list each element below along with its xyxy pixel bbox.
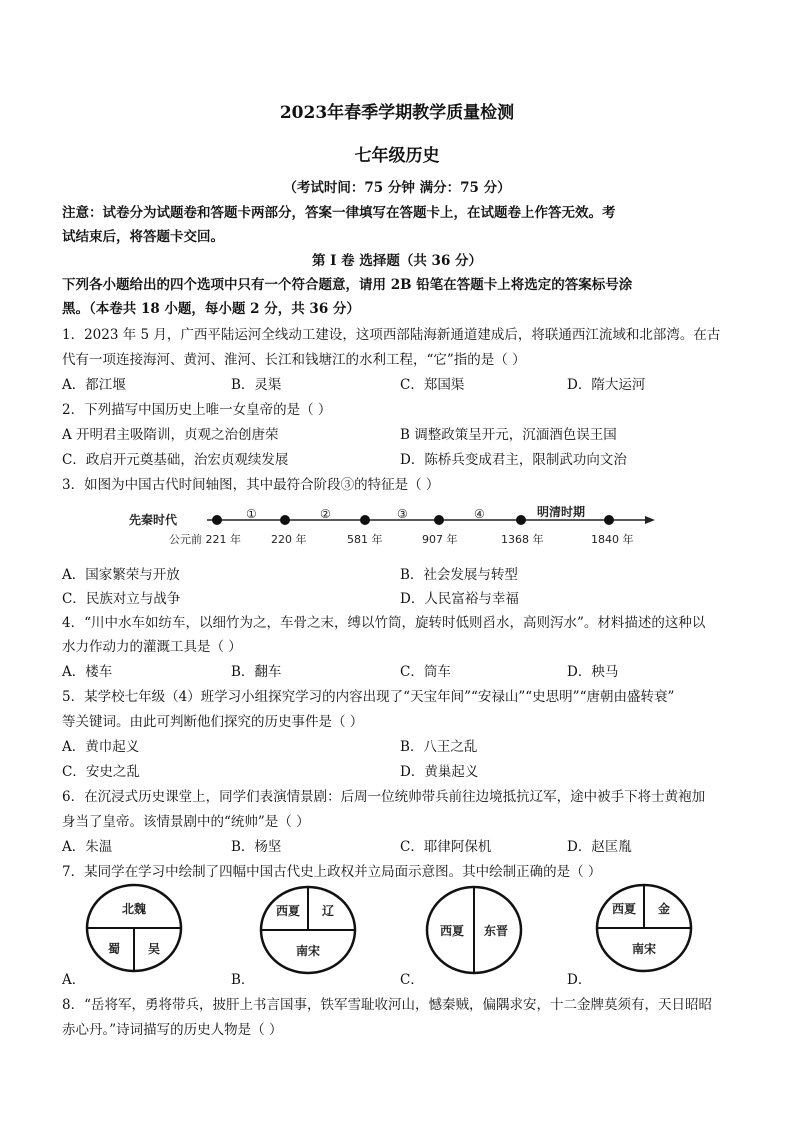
q3-option-d: D．人民富裕与幸福 [400,591,519,607]
q5-stem-1: 5．某学校七年级（4）班学习小组探究学习的内容出现了“天宝年间”“安禄山”“史思明”“唐朝由盛转衰” [62,689,675,705]
q7-diagram-a [84,882,184,974]
q1-option-c: C．郑国渠 [400,377,465,393]
q5-option-d: D．黄巢起义 [400,764,479,780]
q7-diagram-c [424,884,524,976]
q5-option-a: A．黄巾起义 [62,739,140,755]
q2-option-d: D．陈桥兵变成君主，限制武功向文治 [400,452,627,468]
timeline-dot [516,515,526,525]
q6-option-d: D．赵匡胤 [567,839,632,855]
q3-option-b: B．社会发展与转型 [400,567,518,583]
timeline-arrow-icon [645,516,655,524]
timeline-year: 公元前 221 年 [169,533,241,546]
timeline-dot [212,515,222,525]
pie-b-label-bottom: 南宋 [295,944,321,958]
timeline-start-label: 先秦时代 [129,513,178,527]
timeline-dot [360,515,370,525]
pie-d-label-top-left: 西夏 [611,902,637,916]
q4-option-d: D．秧马 [567,664,619,680]
pie-a-label-bottom-left: 蜀 [107,942,121,956]
pie-d-label-top-right: 金 [657,902,671,916]
q8-stem-1: 8．“岳将军，勇将带兵，披肝上书言国事，铁军雪耻收河山，憾秦贼，偏隅求安，十二金牌莫须有，天日昭昭 [62,997,712,1013]
q3-stem: 3．如图为中国古代时间轴图，其中最符合阶段③的特征是（ ） [62,477,440,493]
timeline-dot [604,515,614,525]
q4-stem-2: 水力作动力的灌溉工具是（ ） [62,639,242,655]
timeline-year: 581 年 [347,533,383,546]
q7-option-a: A． [62,972,86,988]
q1-option-a: A．都江堰 [62,377,126,393]
q2-option-c: C．政启开元奠基础，治宏贞观续发展 [62,452,289,468]
timeline-stage-4: ④ [474,507,485,521]
timeline-dot [280,515,290,525]
timeline-year: 907 年 [422,533,458,546]
q7-diagram-d [594,882,694,974]
q7-option-c: C． [400,972,424,988]
q1-option-b: B．灵渠 [231,377,282,393]
timeline-year: 1368 年 [501,533,544,546]
pie-c-label-left: 西夏 [439,924,465,938]
section-title: 第 I 卷 选择题（共 36 分） [311,253,483,269]
q7-diagram-b [258,884,358,976]
pie-a-label-top: 北魏 [121,902,147,916]
q7-option-d: D． [567,972,592,988]
timeline-year: 220 年 [271,533,307,546]
q6-option-a: A．朱温 [62,839,113,855]
pie-a-label-bottom-right: 吴 [147,942,161,956]
exam-title: 2023年春季学期教学质量检测 [279,103,515,123]
q3-option-c: C．民族对立与战争 [62,591,181,607]
q1-option-d: D．隋大运河 [567,377,646,393]
q4-stem-1: 4．“川中水车如纺车，以细竹为之，车骨之末，缚以竹筒，旋转时低则舀水，高则泻水”。材料描述的这种以 [62,615,706,631]
timeline-year: 1840 年 [591,533,634,546]
exam-subject: 七年级历史 [354,146,440,166]
timeline-stage-1: ① [246,507,257,521]
q2-stem: 2．下列描写中国历史上唯一女皇帝的是（ ） [62,402,332,418]
pie-b-label-top-left: 西夏 [275,904,301,918]
q3-option-a: A．国家繁荣与开放 [62,567,180,583]
q6-option-c: C．耶律阿保机 [400,839,492,855]
timeline-stage-2: ② [320,507,331,521]
q5-option-b: B．八王之乱 [400,739,478,755]
timeline-stage-3: ③ [397,507,408,521]
pie-b-label-top-right: 辽 [321,904,335,918]
pie-c-label-right: 东晋 [483,924,509,938]
q4-option-b: B．翻车 [231,664,282,680]
notice-line-1: 注意：试卷分为试题卷和答题卡两部分，答案一律填写在答题卡上，在试题卷上作答无效。考 [62,205,616,221]
q4-option-c: C．筒车 [400,664,451,680]
q1-stem-1: 1．2023 年 5 月，广西平陆运河全线动工建设，这项西部陆海新通道建成后，将联通西江流域和北部湾。在古 [62,327,721,343]
q6-stem-1: 6．在沉浸式历史课堂上，同学们表演情景剧：后周一位统帅带兵前往边境抵抗辽军，途中被手下将士黄袍加 [62,789,706,805]
q5-option-c: C．安史之乱 [62,764,140,780]
notice-line-2: 试结束后，将答题卡交回。 [62,229,224,245]
q2-option-b: B 调整政策呈开元，沉湎酒色误王国 [400,427,617,443]
pie-d-label-bottom: 南宋 [631,942,657,956]
q6-option-b: B．杨坚 [231,839,282,855]
exam-info: （考试时间：75 分钟 满分：75 分） [283,180,511,196]
q6-stem-2: 身当了皇帝。该情景剧中的“统帅”是（ ） [62,814,310,830]
q4-option-a: A．楼车 [62,664,113,680]
q1-stem-2: 代有一项连接海河、黄河、淮河、长江和钱塘江的水利工程，“它”指的是（ ） [62,352,526,368]
q5-stem-2: 等关键词。由此可判断他们探究的历史事件是（ ） [62,714,364,730]
section-instruction-2: 黑。（本卷共 18 小题，每小题 2 分，共 36 分） [62,301,360,317]
timeline-figure [125,500,655,558]
timeline-dot [434,515,444,525]
section-instruction-1: 下列各小题给出的四个选项中只有一个符合题意，请用 2B 铅笔在答题卡上将选定的答案标号涂 [62,277,633,293]
q7-option-b: B． [231,972,255,988]
q2-option-a: A 开明君主吸隋训，贞观之治创唐荣 [62,427,279,443]
q7-stem: 7．某同学在学习中绘制了四幅中国古代史上政权并立局面示意图。其中绘制正确的是（ ） [62,864,602,880]
q8-stem-2: 赤心丹。”诗词描写的历史人物是（ ） [62,1022,283,1038]
timeline-end-label: 明清时期 [537,505,586,519]
